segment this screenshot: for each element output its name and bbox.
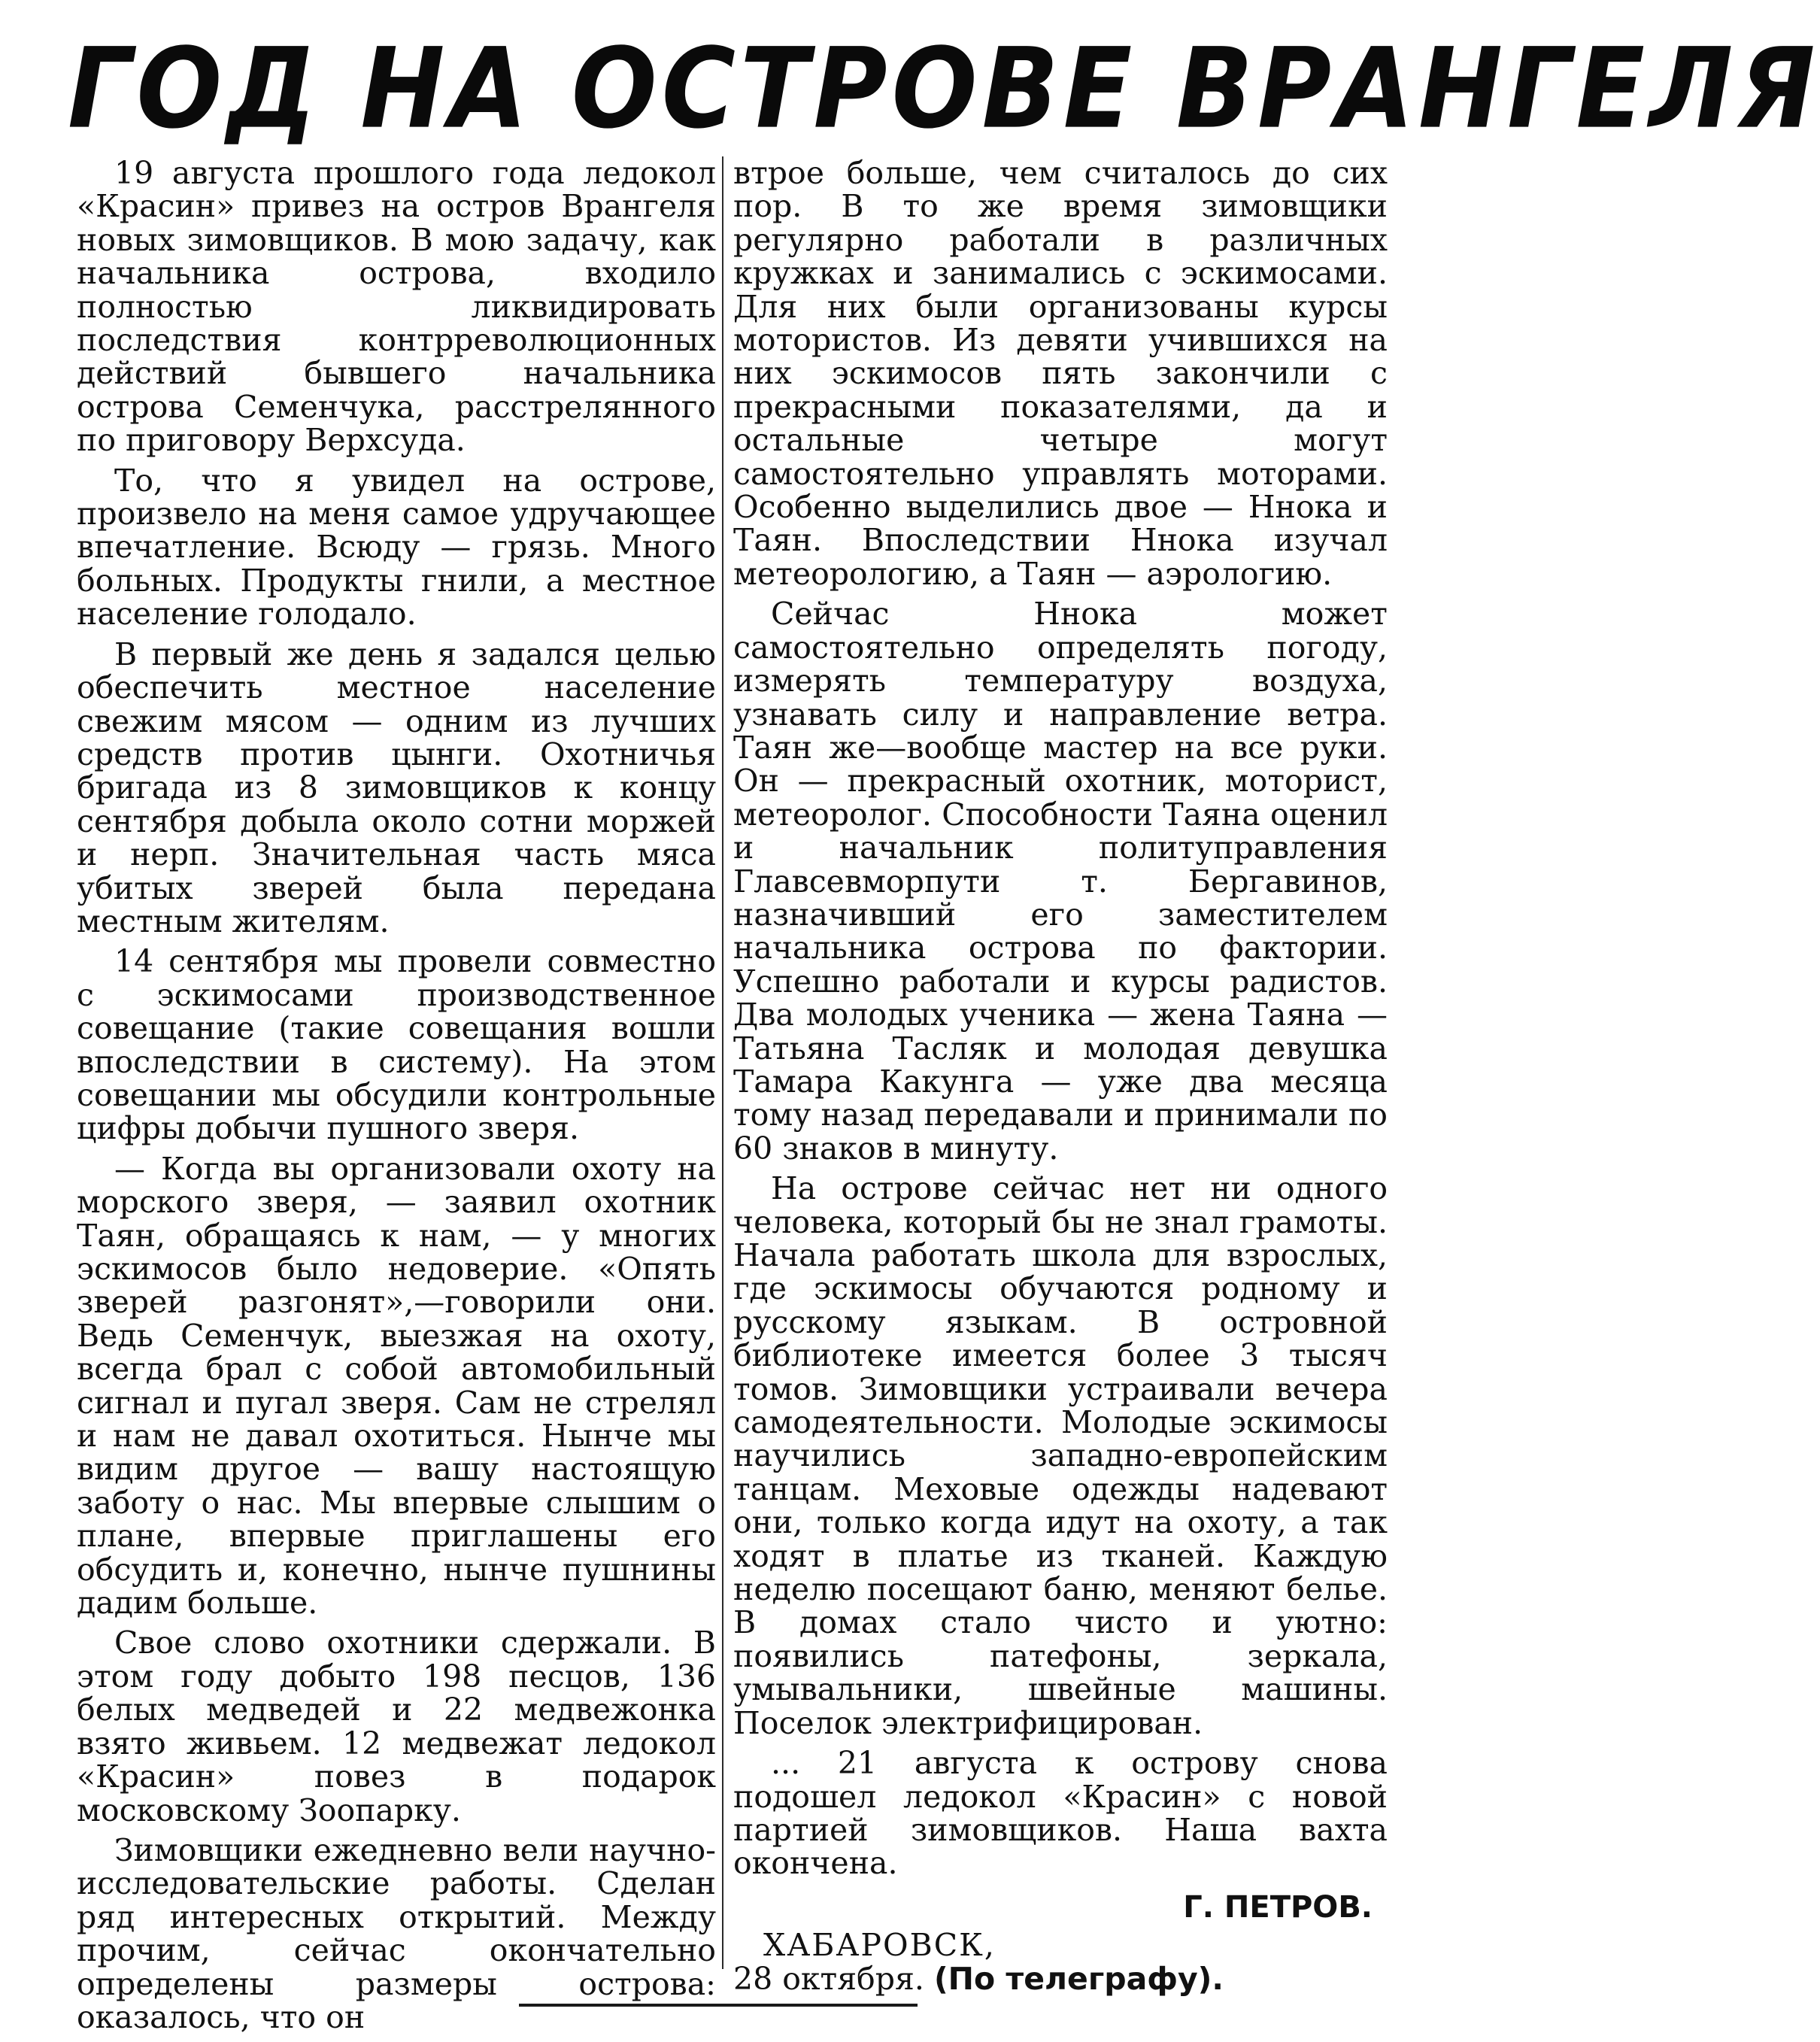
dateline-date: 28 октября. <box>733 1960 924 1997</box>
paragraph: То, что я увидел на острове, произвело на меня самое удручающее впечатление. Всюду — грязь. Много больных. Продукты гнили, а местное население голодало. <box>77 462 716 633</box>
paragraph: втрое больше, чем считалось до сих пор. В то же время зимовщики регулярно работали в различных кружках и занимались с эскимосами. Для них были организованы курсы мотористов. Из девяти учившихся на них эскимосов пять закончили с прекрасными показателями, да и остальные четыре могут самостоятельно управлять моторами. Особенно выделились двое — Ннока и Таян. Впоследствии Ннока изучал метеорологию, а Таян — аэрологию. <box>733 155 1388 592</box>
paragraph: Сейчас Ннока может самостоятельно определять погоду, измерять температуру воздуха, узнавать силу и направление ветра. Таян же—вообще мастер на все руки. Он — прекрасный охотник, моторист, метеоролог. Способности Таяна оценил и начальник политуправления Главсевморпути т. Бергавинов, назначивший его заместителем начальника острова по фактории. Успешно работали и курсы радистов. Два молодых ученика — жена Таяна — Татьяна Тасляк и молодая девушка Тамара Какунга — уже два месяца тому назад передавали и принимали по 60 знаков в минуту. <box>733 596 1388 1167</box>
dateline <box>733 1928 1388 1995</box>
paragraph: — Когда вы организовали охоту на морского зверя, — заявил охотник Таян, обращаясь к нам, — у многих эскимосов было недоверие. «Опять зверей разгонят»,—говорили они. Ведь Семенчук, выезжая на охоту, всегда брал с собой автомобильный сигнал и пугал зверя. Сам не стрелял и нам не давал охотиться. Нынче мы видим другое — вашу настоящую заботу о нас. Мы впервые слышим о плане, впервые приглашены его обсудить и, конечно, нынче пушнины дадим больше. <box>77 1150 716 1622</box>
paragraph: Зимовщики ежедневно вели научно-исследовательские работы. Сделан ряд интересных открытий. Между прочим, сейчас окончательно определены размеры острова: оказалось, что он <box>77 1831 716 2035</box>
paragraph: 19 августа прошлого года ледокол «Красин» привез на остров Врангеля новых зимовщиков. В мою задачу, как начальника острова, входило полностью ликвидировать последствия контрреволюционных действий бывшего начальника острова Семенчука, расстрелянного по приговору Верхсуда. <box>77 155 716 459</box>
dateline-city: ХАБАРОВСК, <box>763 1927 996 1964</box>
paragraph: Свое слово охотники сдержали. В этом году добыто 198 песцов, 136 белых медведей и 22 медвежонка взято живьем. 12 медвежат ледокол «Красин» повез в подарок московскому Зоопарку. <box>77 1625 716 1828</box>
paragraph: ... 21 августа к острову снова подошел ледокол «Красин» с новой партией зимовщиков. Наша вахта окончена. <box>733 1745 1388 1882</box>
bottom-rule <box>519 2004 918 2007</box>
paragraph: На острове сейчас нет ни одного человека, который бы не знал грамоты. Начала работать школа для взрослых, где эскимосы обучаются родному и русскому языкам. В островной библиотеке имеется более 3 тысяч томов. Зимовщики устраивали вечера самодеятельности. Молодые эскимосы научились западно-европейским танцам. Меховые одежды надевают они, только когда идут на охоту, а так ходят в платье из тканей. Каждую неделю посещают баню, меняют белье. В домах стало чисто и уютно: появились патефоны, зеркала, умывальники, швейные машины. Поселок электрифицирован. <box>733 1170 1388 1741</box>
article-headline: ГОД НА ОСТРОВЕ ВРАНГЕЛЯ <box>68 24 1820 153</box>
paragraph: 14 сентября мы провели совместно с эскимосами производственное совещание (такие совещания вошли впоследствии в систему). На этом совещании мы обсудили контрольные цифры добычи пушного зверя. <box>77 943 716 1147</box>
left-column <box>77 156 716 2040</box>
paragraph: В первый же день я задался целью обеспечить местное население свежим мясом — одним из лучших средств против цынги. Охотничья бригада из 8 зимовщиков к концу сентября добыла около сотни моржей и нерп. Значительная часть мяса убитых зверей была передана местным жителям. <box>77 636 716 939</box>
right-column <box>733 156 1388 1995</box>
author-signature: Г. ПЕТРОВ. <box>1183 1889 1373 1925</box>
dateline-source: (По телеграфу). <box>933 1960 1224 1997</box>
column-divider <box>722 156 723 1969</box>
